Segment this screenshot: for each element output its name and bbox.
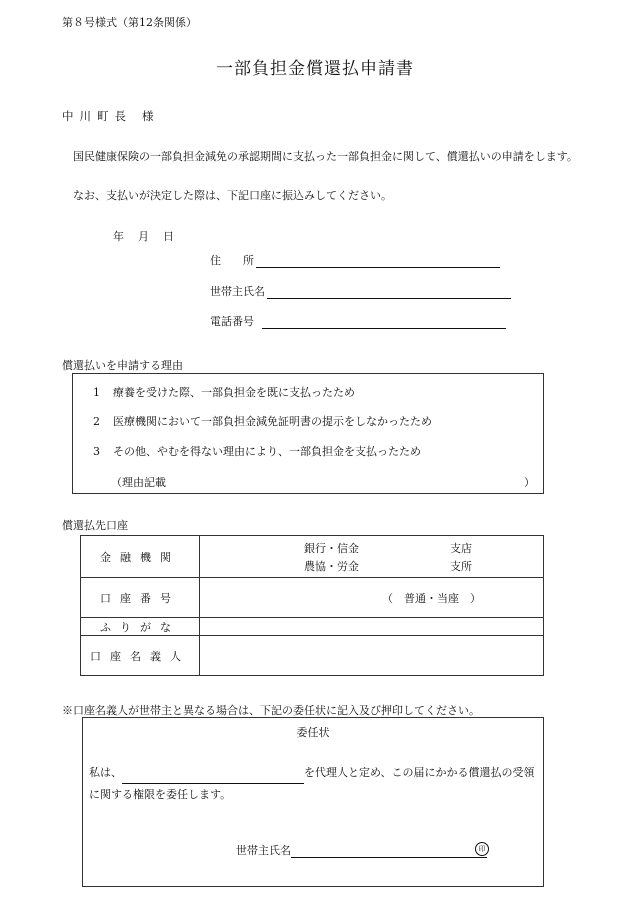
body-paragraph-2: なお、支払いが決定した際は、下記口座に振込みしてください。 [73,189,392,202]
branch-store: 支店 [450,542,472,555]
proxy-signature[interactable] [236,842,489,858]
addressee [62,108,160,124]
reason-item-3[interactable] [93,443,421,459]
addressee-honorific: 様 [142,109,160,123]
head-name-label: 世帯主氏名 [210,285,265,298]
holder-label: 口座名義人 [81,636,200,676]
table-row [81,618,544,636]
reason-num: 1 [93,386,100,399]
holder-cell[interactable] [200,636,544,676]
date-day: 日 [163,230,174,243]
proxy-text-suffix: を代理人と定め、この届にかかる償還払の受領に関する権限を委任します。 [89,766,535,801]
form-number: 第８号様式（第12条関係） [62,16,197,29]
reason-num: 3 [93,445,100,458]
address-field[interactable] [210,252,500,268]
proxy-title: 委任状 [296,726,330,739]
head-name-field[interactable] [210,283,511,299]
reason-item-2[interactable] [93,413,432,429]
phone-field[interactable] [210,313,506,329]
date-line [113,228,188,244]
reason-text: その他、やむを得ない理由により、一部負担金を支払ったため [113,445,421,458]
reason-item-1[interactable] [93,384,355,400]
institution-label: 金融機関 [81,536,200,578]
reason-note-open[interactable]: （理由記載 [111,476,166,489]
proxy-signature-line[interactable] [291,844,487,858]
bank-table [80,535,544,676]
account-number-label: 口座番号 [81,578,200,618]
account-type: （ 普通・当座 ） [382,591,481,605]
proxy-box [82,717,544,887]
bank-heading: 償還払先口座 [62,519,128,532]
reason-text: 療養を受けた際、一部負担金を既に支払ったため [113,386,355,399]
addressee-name: 中川町長 [62,109,132,123]
branch-office: 支所 [450,560,472,573]
table-row [81,636,544,676]
proxy-note: ※口座名義人が世帯主と異なる場合は、下記の委任状に記入及び押印してください。 [62,704,480,717]
reason-num: 2 [93,415,100,428]
table-row [81,536,544,578]
bank-type: 銀行・信金 [304,542,359,555]
reasons-box [72,373,544,494]
date-year: 年 [113,230,124,243]
phone-label: 電話番号 [210,315,254,328]
coop-type: 農協・労金 [304,560,359,573]
furigana-label: ふりがな [81,618,200,636]
reason-note-close: ） [524,476,535,489]
proxy-text [89,762,541,806]
reasons-heading: 償還払いを申請する理由 [62,359,183,372]
body-paragraph-1: 国民健康保険の一部負担金減免の承認期間に支払った一部負担金に関して、償還払いの申請をします。 [73,150,578,163]
seal-icon: 印 [475,842,489,856]
head-name-line[interactable] [267,285,511,299]
date-month: 月 [138,230,149,243]
phone-line[interactable] [262,315,506,329]
page-title: 一部負担金償還払申請書 [216,59,414,79]
furigana-cell[interactable] [200,618,544,636]
institution-cell[interactable] [200,536,544,578]
table-row [81,578,544,618]
proxy-agent-line[interactable] [122,769,304,784]
proxy-signature-label: 世帯主氏名 [236,844,291,857]
address-line[interactable] [256,254,500,268]
account-number-cell[interactable] [200,578,544,618]
address-label: 住 所 [210,254,254,267]
proxy-text-prefix: 私は、 [89,766,122,779]
reason-text: 医療機関において一部負担金減免証明書の提示をしなかったため [113,415,432,428]
